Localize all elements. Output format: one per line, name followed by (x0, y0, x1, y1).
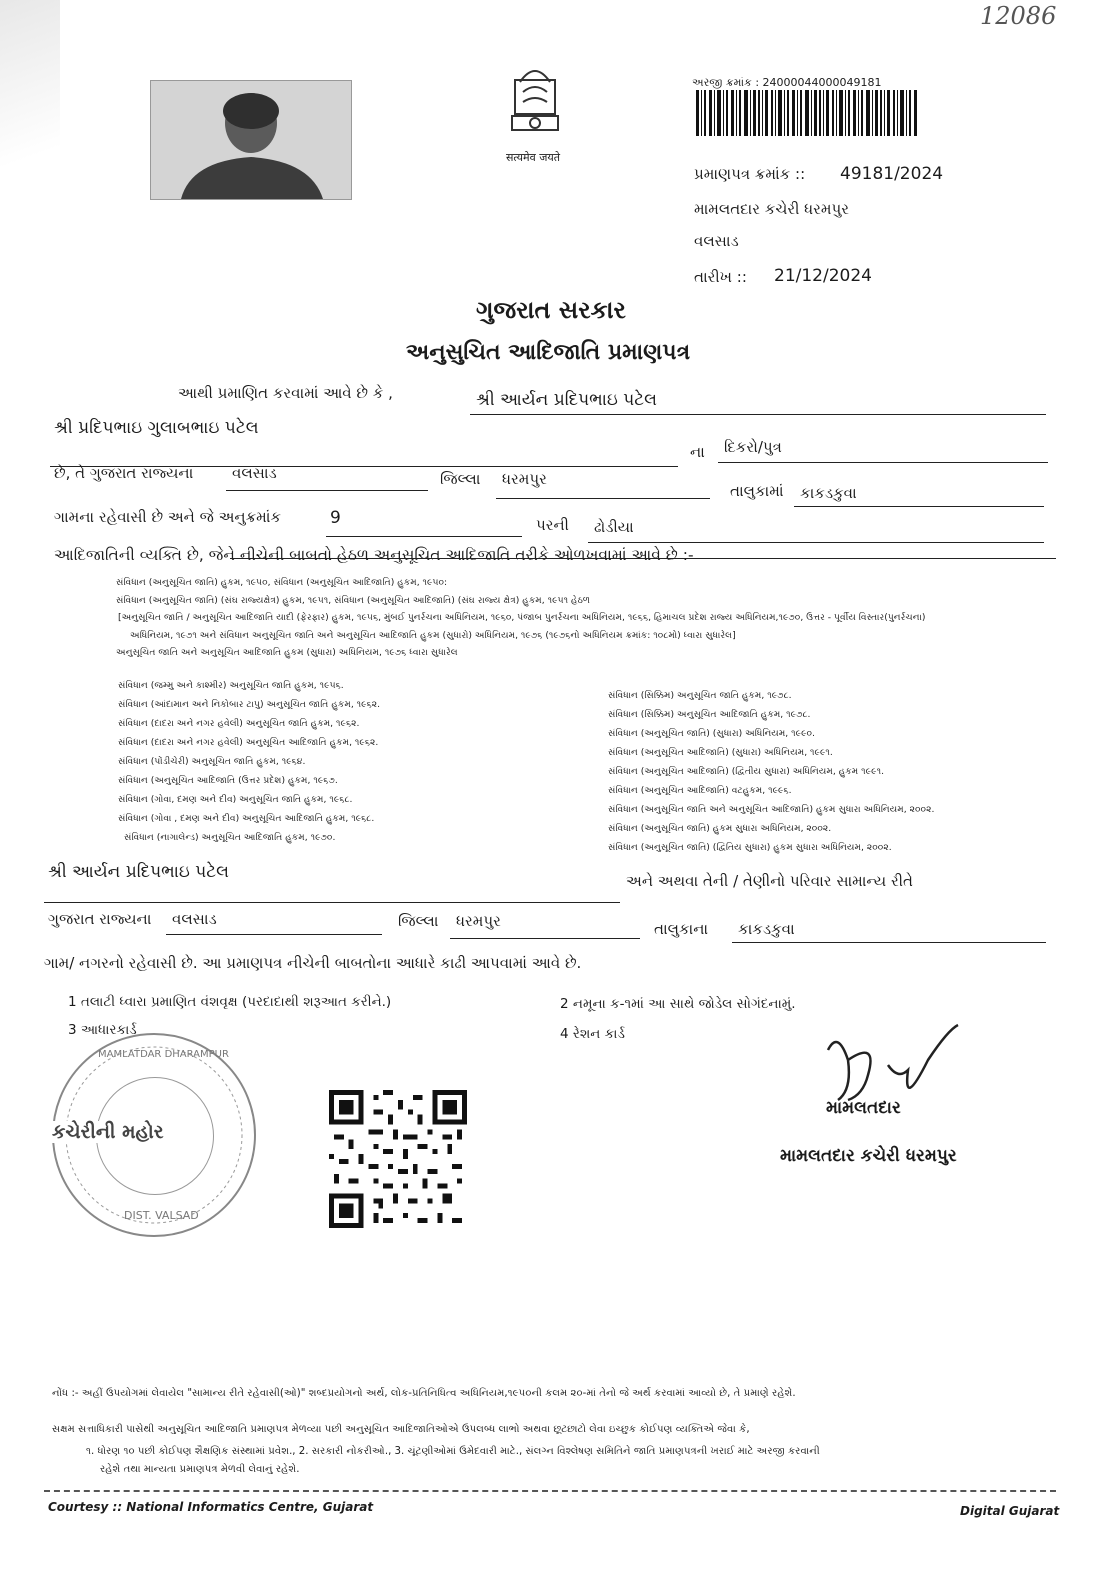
village: કાકડકુવા (800, 484, 857, 502)
taluka-label-repeat: તાલુકાના (654, 920, 709, 938)
certificate-number-label: પ્રમાણપત્ર ક્રમાંક :: (694, 165, 806, 183)
application-number: અરજી ક્રમાંક : 24000044000049181 (692, 76, 882, 89)
fill-line (230, 558, 1056, 559)
footnote: રહેશે તથા માન્યતા પ્રમાણપત્ર મેળવી લેવાનું રહેશે. (100, 1464, 300, 1475)
fill-line (226, 490, 428, 491)
relation: દિકરો/પુત્ર (724, 438, 782, 456)
document-item: 2 નમૂના ક-૧માં આ સાથે જોડેલ સોગંદનામું. (560, 996, 796, 1012)
order-line: [અનુસૂચિત જાતિ / અનુસૂચિત આદિજાતિ યાદી (ફેરફાર) હુકમ, ૧૯૫૬, મુંબઈ પુનર્રચના અધિનિયમ, ૧૯૬૦, પંજાબ પુનર્રચના અધિનિયમ, ૧૯૬૬, હિમાચલ પ્રદેશ રાજ્ય અધિનિયમ,૧૯૭૦, ઉત્તર - પૂર્વીય વિસ્તાર(પુનર્રચના) (118, 612, 926, 623)
fill-line (732, 942, 1046, 943)
order-line: સંવિધાન (અનુસૂચિત આદિજાતિ) વટહુકમ, ૧૯૯૬. (608, 785, 792, 796)
fill-line (166, 934, 382, 935)
fill-line (794, 506, 1044, 507)
fill-line (588, 542, 1044, 543)
corner-number: 12086 (980, 2, 1057, 30)
resident-line: ગામના રહેવાસી છે અને જે અનુક્રમાંક (54, 508, 282, 526)
orders-list-right (608, 686, 934, 857)
footnote: નોંધ :- અહીં ઉપયોગમાં લેવાયેલ "સામાન્ય રીતે રહેવાસી(ઓ)" શબ્દપ્રયોગનો અર્થ, લોક-પ્રતિનિધિત્વ અધિનિયમ,૧૯૫૦ની કલમ ૨૦-માં તેનો જે અર્થ કરવામાં આવ્યો છે, તે પ્રમાણે રહેશે. (52, 1388, 796, 1399)
office-name: મામલતદાર કચેરી ધરમપુર (694, 200, 849, 218)
issue-date: 21/12/2024 (774, 266, 872, 286)
paper-fold-shadow (0, 0, 60, 220)
footnote: સક્ષમ સત્તાધિકારી પાસેથી અનુસૂચિત આદિજાતિ પ્રમાણપત્ર મેળવ્યા પછી અનુસૂચિત આદિજાતિઓએ ઉપલબ્ધ લાભો અથવા છૂટછાટો લેવા ઇચ્છુક કોઈપણ વ્યક્તિએ જેવા કે, (52, 1424, 750, 1435)
order-line: સંવિધાન (અનુસૂચિત જાતિ) (સંઘ રાજ્યક્ષેત્ર) હુકમ, ૧૯૫૧, સંવિધાન (અનુસૂચિત આદિજાતિ) (સંઘ રાજ્ય ક્ષેત્ર) હુકમ, ૧૯૫૧ હેઠળ (116, 594, 591, 606)
orders-list-left (118, 676, 380, 847)
order-line: સંવિધાન (અનુસૂચિત જાતિ) (સુધારા) અધિનિયમ, ૧૯૯૦. (608, 728, 815, 739)
document-item: 3 આધારકાર્ડ (68, 1022, 137, 1038)
fill-line (450, 938, 640, 939)
fill-line (470, 414, 1046, 415)
family-line: અને અથવા તેની / તેણીનો પરિવાર સામાન્ય રીતે (626, 872, 913, 890)
signatory-title: મામલતદાર (826, 1098, 901, 1118)
recognition-line: આદિજાતિની વ્યક્તિ છે, જેને નીચેની બાબતો હેઠળ અનુસૂચિત આદિજાતિ તરીકે ઓળખવામાં આવે છે :- (54, 546, 694, 564)
seal-text: કચેરીની મહોર (48, 1121, 168, 1143)
order-line: સંવિધાન (અનુસૂચિત જાતિ) (દ્વિતિય સુધારા) હુકમ સુધારા અધિનિયમ, ૨૦૦૨. (608, 842, 892, 853)
basis-line: ગામ/ નગરનો રહેવાસી છે. આ પ્રમાણપત્ર નીચેની બાબતોના આધારે કાઢી આપવામાં આવે છે. (44, 954, 582, 972)
order-line: સંવિધાન (દાદરા અને નગર હવેલી) અનુસૂચિત આદિજાતિ હુકમ, ૧૯૬૨. (118, 737, 379, 748)
certificate-title: અનુસુચિત આદિજાતિ પ્રમાણપત્ર (406, 340, 691, 365)
seal-rim-top: MAMLATDAR DHARAMPUR (98, 1049, 229, 1060)
village-repeat: કાકડકુવા (738, 920, 795, 938)
signatory-office: મામલતદાર કચેરી ધરમપુર (780, 1146, 957, 1166)
office-district: વલસાડ (694, 232, 739, 250)
order-line: સંવિધાન (અનુસૂચિત જાતિ અને અનુસૂચિત આદિજાતિ) હુકમ સુધારા અધિનિયમ, ૨૦૦૨. (608, 804, 935, 815)
footer-divider (44, 1490, 1056, 1492)
district-label: જિલ્લા (440, 470, 481, 488)
order-line: સંવિધાન (ગોવા , દમણ અને દીવ) અનુસૂચિત આદિજાતિ હુકમ, ૧૯૬૮. (118, 813, 375, 824)
government-title: ગુજરાત સરકાર (476, 296, 626, 324)
of-label: ના (690, 443, 705, 461)
seal-rim-bottom: DIST. VALSAD (124, 1209, 199, 1222)
taluka: ધરમપુર (502, 470, 547, 488)
brand-label: Digital Gujarat (960, 1504, 1060, 1518)
order-line: સંવિધાન (અનુસૂચિત આદિજાતિ) (સુધારા) અધિનિયમ, ૧૯૯૧. (608, 747, 833, 758)
applicant-name: શ્રી આર્યન પ્રદિપભાઇ પટેલ (476, 390, 658, 410)
certificate-number: 49181/2024 (840, 164, 944, 184)
order-line: સંવિધાન (આંદામાન અને નિકોબાર ટાપુ) અનુસૂચિત જાતિ હુકમ, ૧૯૬૨. (118, 699, 381, 710)
order-line: અનુસૂચિત જાતિ અને અનુસૂચિત આદિજાતિ હુકમ (સુધારા) અધિનિયમ, ૧૯૭૬ ધ્વારા સુધારેલ (116, 647, 458, 658)
order-line: સંવિધાન (જમ્મુ અને કાશ્મીર) અનુસૂચિત જાતિ હુકમ, ૧૯૫૬. (118, 680, 344, 691)
order-line: સંવિધાન (સિક્કિમ) અનુસૂચિત જાતિ હુકમ, ૧૯૭૮. (608, 690, 792, 701)
order-line: સંવિધાન (અનુસૂચિત જાતિ) હુકમ સુધારા અધિનિયમ, ૨૦૦૨. (608, 823, 832, 834)
applicant-name-repeat: શ્રી આર્યન પ્રદિપભાઇ પટેલ (48, 862, 230, 882)
tribe-name: ઢોડીયા (594, 518, 634, 536)
state-prefix: છે, તે ગુજરાત રાજ્યના (54, 464, 194, 482)
order-line: સંવિધાન (અનુસૂચિત આદિજાતિ (ઉત્તર પ્રદેશ) હુકમ, ૧૯૬૭. (118, 775, 338, 786)
fill-line (44, 902, 620, 903)
taluka-label: તાલુકામાં (730, 482, 784, 500)
order-line: સંવિધાન (સિક્કિમ) અનુસૂચિત આદિજાતિ હુકમ, ૧૯૭૮. (608, 709, 811, 720)
district-repeat: વલસાડ (172, 910, 217, 928)
barcode (696, 90, 920, 136)
emblem-motto: सत्यमेव जयते (506, 151, 561, 164)
father-name: શ્રી પ્રદિપભાઇ ગુલાબભાઇ પટેલ (54, 418, 259, 438)
order-line: સંવિધાન (નાગાલેન્ડ) અનુસૂચિત આદિજાતિ હુકમ, ૧૯૭૦. (124, 832, 336, 843)
national-emblem-icon (490, 52, 580, 148)
state-label: ગુજરાત રાજ્યના (48, 910, 152, 928)
office-seal (52, 1033, 256, 1237)
fill-line (718, 462, 1048, 463)
orders-list-full (116, 574, 925, 662)
district-label-repeat: જિલ્લા (398, 912, 439, 930)
district: વલસાડ (232, 464, 277, 482)
order-line: સંવિધાન (અનુસૂચિત જાતિ) હુકમ, ૧૯૫૦, સંવિધાન (અનુસૂચિત આદિજાતિ) હુકમ, ૧૯૫૦: (116, 577, 448, 588)
document-item: 4 રેશન કાર્ડ (560, 1026, 625, 1042)
date-label: તારીખ :: (694, 268, 747, 286)
courtesy-line: Courtesy :: National Informatics Centre, Gujarat (48, 1500, 374, 1514)
fill-line (326, 536, 522, 537)
fill-line (496, 498, 710, 499)
qr-code (328, 1090, 468, 1228)
certify-intro: આથી પ્રમાણિત કરવામાં આવે છે કે , (178, 384, 393, 402)
taluka-repeat: ધરમપુર (456, 912, 501, 930)
order-line: અધિનિયમ, ૧૯૭૧ અને સંવિધાન અનુસૂચિત જાતિ અને અનુસૂચિત આદિજાતિ હુકમ (સુધારો) અધિનિયમ, ૧૯૭૬ (૧૯૭૬નો અધિનિયમ ક્રમાંક: ૧૦૮મો) ધ્વારા સુધારેલ] (130, 629, 736, 641)
footnote: ૧. ધોરણ ૧૦ પછી કોઈપણ શૈક્ષણિક સંસ્થામાં પ્રવેશ., 2. સરકારી નોકરીઓ., 3. ચૂંટણીઓમાં ઉમેદવારી માટે., સંલગ્ન વિશ્લેષણ સમિતિને જાતિ પ્રમાણપત્રની ખરાઈ માટે અરજી કરવાની (86, 1446, 820, 1457)
order-line: સંવિધાન (પોંડીચેરી) અનુસૂચિત જાતિ હુકમ, ૧૯૬૪. (118, 756, 306, 767)
order-line: સંવિધાન (અનુસૂચિત આદિજાતિ) (દ્વિતીય સુધારા) અધિનિયમ, હુકમ ૧૯૯૧. (608, 766, 884, 777)
order-line: સંવિધાન (ગોવા, દમણ અને દીવ) અનુસૂચિત જાતિ હુકમ, ૧૯૬૮. (118, 794, 353, 805)
document-item: 1 તલાટી ધ્વારા પ્રમાણિત વંશવૃક્ષ (પરદાદાથી શરૂઆત કરીને.) (68, 994, 392, 1010)
serial-number: 9 (330, 508, 341, 528)
applicant-photo (150, 80, 352, 200)
par-label: પરની (536, 516, 569, 534)
order-line: સંવિધાન (દાદરા અને નગર હવેલી) અનુસૂચિત જાતિ હુકમ, ૧૯૬૨. (118, 718, 360, 729)
